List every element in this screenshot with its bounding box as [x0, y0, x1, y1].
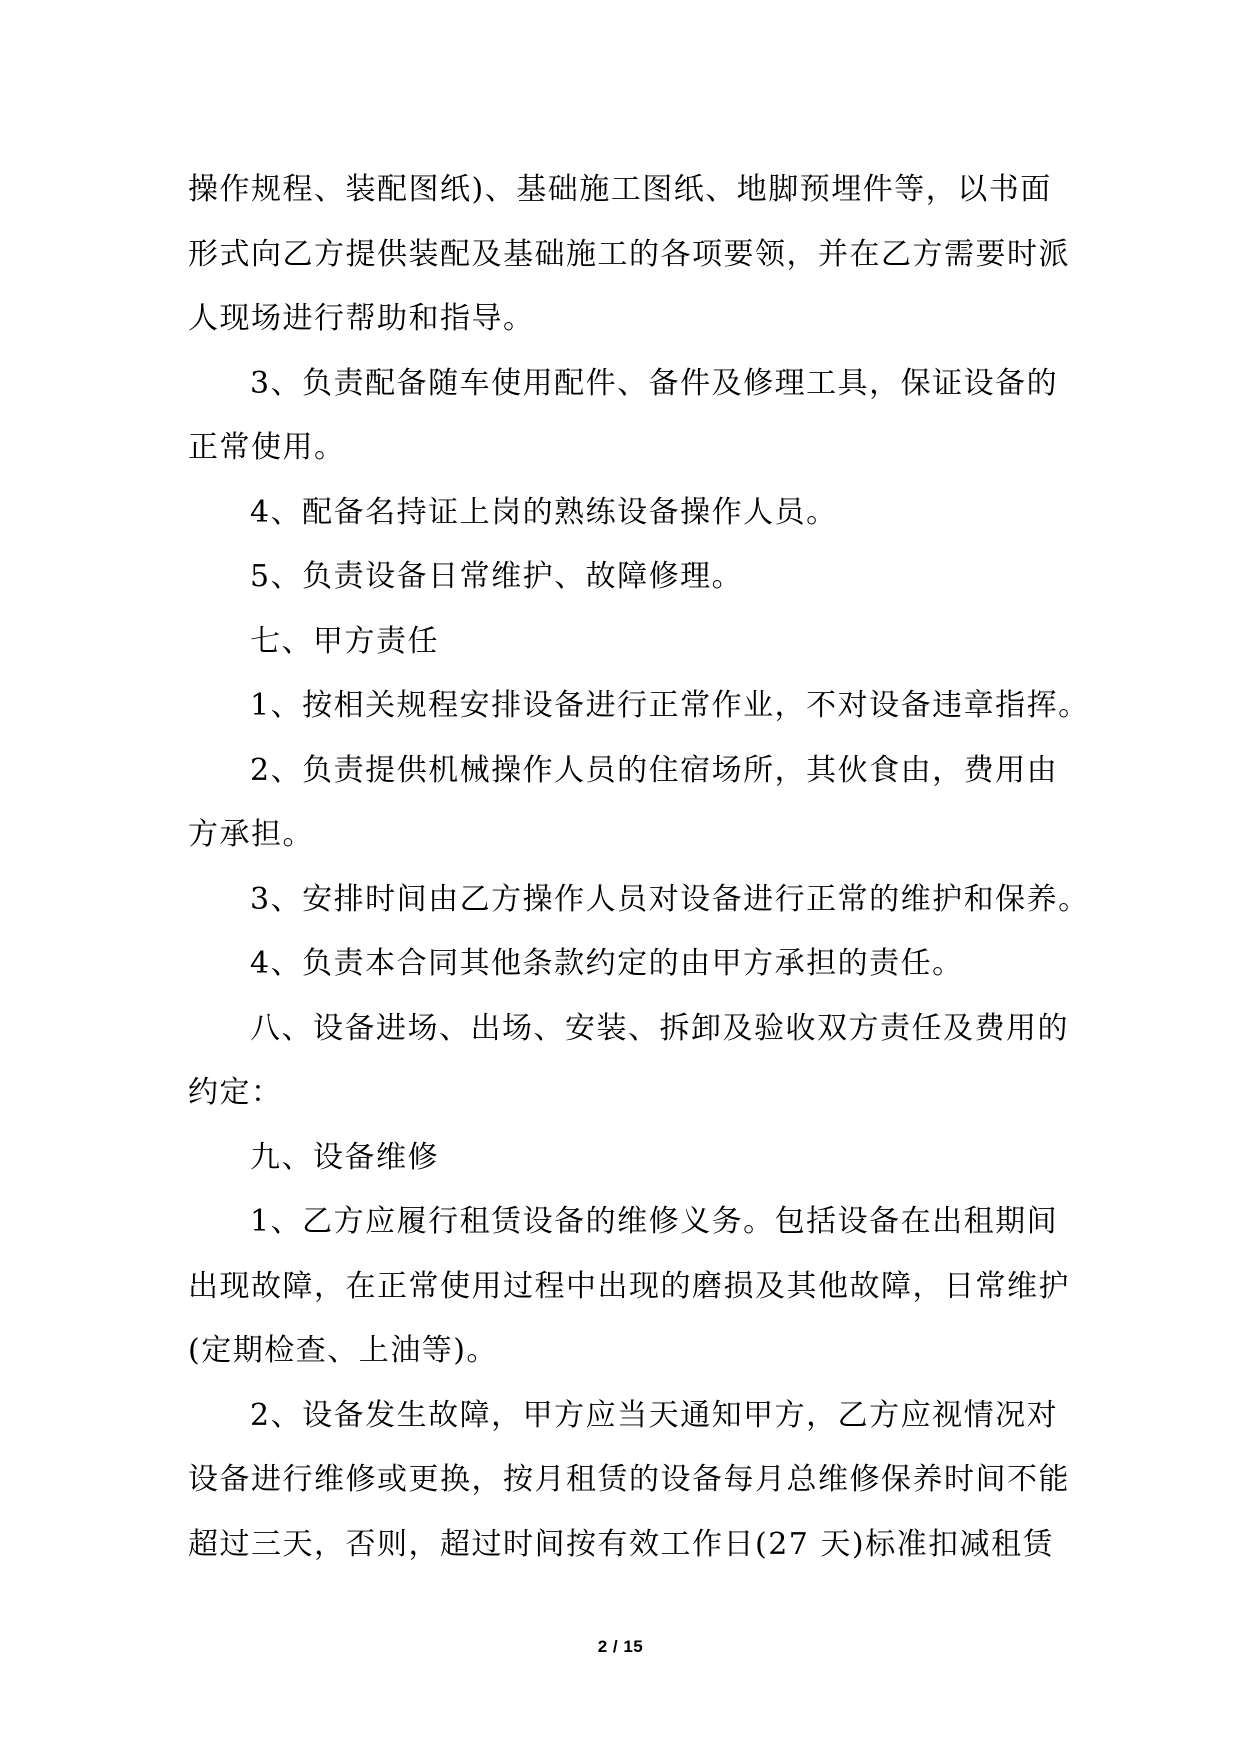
text-line: 出现故障，在正常使用过程中出现的磨损及其他故障，日常维护 — [188, 1268, 1070, 1304]
text-line: 3、负责配备随车使用配件、备件及修理工具，保证设备的 — [250, 365, 1059, 401]
text-line: 1、乙方应履行租赁设备的维修义务。包括设备在出租期间 — [250, 1204, 1059, 1239]
text-line: 4、负责本合同其他条款约定的由甲方承担的责任。 — [250, 946, 964, 981]
page-number: 2 / 15 — [597, 1637, 644, 1656]
text-line: (定期检查、上油等)。 — [188, 1333, 498, 1368]
text-line: 2、设备发生故障，甲方应当天通知甲方，乙方应视情况对 — [250, 1397, 1059, 1433]
text-line: 方承担。 — [188, 817, 314, 852]
text-line: 5、负责设备日常维护、故障修理。 — [250, 559, 744, 594]
text-line: 形式向乙方提供装配及基础施工的各项要领，并在乙方需要时派 — [188, 236, 1070, 272]
text-line: 2、负责提供机械操作人员的住宿场所，其伙食由，费用由 — [250, 752, 1059, 788]
text-line: 九、设备维修 — [250, 1139, 439, 1175]
text-line: 正常使用。 — [188, 430, 346, 465]
text-line: 人现场进行帮助和指导。 — [188, 301, 535, 336]
text-line: 4、配备名持证上岗的熟练设备操作人员。 — [250, 494, 838, 530]
text-line: 超过三天，否则，超过时间按有效工作日(27 天)标准扣减租赁 — [188, 1526, 1055, 1562]
text-line: 1、按相关规程安排设备进行正常作业，不对设备违章指挥。 — [250, 688, 1090, 723]
text-line: 设备进行维修或更换，按月租赁的设备每月总维修保养时间不能 — [188, 1462, 1070, 1497]
document-body — [188, 158, 1090, 1577]
text-line: 3、安排时间由乙方操作人员对设备进行正常的维护和保养。 — [250, 881, 1090, 917]
text-line: 约定： — [188, 1075, 283, 1110]
text-line: 七、甲方责任 — [250, 623, 439, 659]
text-line: 八、设备进场、出场、安装、拆卸及验收双方责任及费用的 — [250, 1010, 1069, 1046]
text-line: 操作规程、装配图纸)、基础施工图纸、地脚预埋件等，以书面 — [188, 172, 1052, 207]
